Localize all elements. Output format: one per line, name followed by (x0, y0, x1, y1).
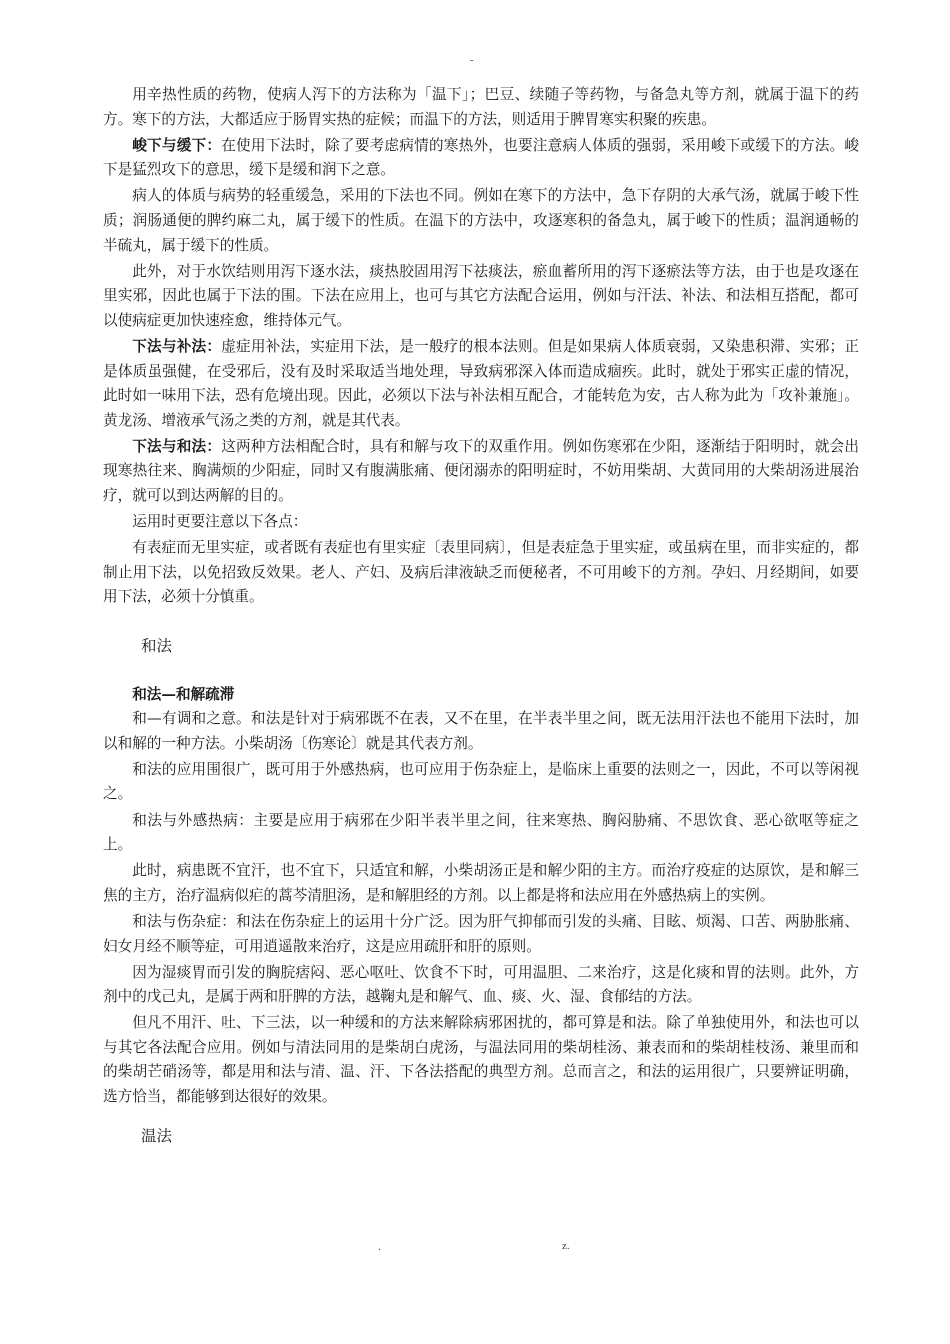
paragraph-lead: 下法与补法： (132, 337, 222, 355)
paragraph-lead: 下法与和法： (132, 437, 222, 455)
header-mark: - (470, 54, 474, 66)
paragraph (103, 335, 859, 433)
section-heading-hefa: 和法 (141, 636, 173, 655)
paragraph: 有表症而无里实症，或者既有表症也有里实症〔表里同病〕，但是表症急于里实症，或虽病在里，而非实症的，都制止用下法，以免招致反效果。老人、产妇、及病后津液缺乏而便秘者，不可用峻下的方剂。孕妇、月经期间，如要用下法，必须十分慎重。 (103, 539, 859, 606)
section-heading-wenfa: 温法 (141, 1126, 173, 1145)
paragraph: 此时，病患既不宜汗，也不宜下，只适宜和解，小柴胡汤正是和解少阳的主方。而治疗疫症的达原饮，是和解三焦的主方，治疗温病似疟的蒿芩清胆汤，是和解胆经的方剂。以上都是将和法应用在外感热病上的实例。 (103, 862, 859, 904)
paragraph: 用辛热性质的药物，使病人泻下的方法称为「温下」；巴豆、续随子等药物，与备急丸等方剂，就属于温下的药方。寒下的方法，大都适应于肠胃实热的症候；而温下的方法，则适用于脾胃寒实积聚的疾患。 (103, 86, 859, 128)
footer-mark-right: z. (562, 1240, 570, 1252)
paragraph: 因为湿痰胃而引发的胸脘痞闷、恶心呕吐、饮食不下时，可用温胆、二来治疗，这是化痰和胃的法则。此外，方剂中的戊己丸，是属于两和肝脾的方法，越鞠丸是和解气、血、痰、火、湿、食郁结的方法。 (103, 963, 859, 1006)
paragraph: 病人的体质与病势的轻重缓急，采用的下法也不同。例如在寒下的方法中，急下存阴的大承气汤，就属于峻下性质；润肠通便的脾约麻二丸，属于缓下的性质。在温下的方法中，攻逐寒积的备急丸，属于峻下的性质；温润通畅的半硫丸，属于缓下的性质。 (103, 187, 859, 254)
paragraph-lead: 峻下与缓下： (132, 136, 222, 154)
paragraph (103, 134, 859, 183)
paragraph-text: 虚症用补法，实症用下法，是一般疗的根本法则。但是如果病人体质衰弱，又染患积滞、实邪；正是体质虽强健，在受邪后，没有及时采取适当地处理，导致病邪深入体而造成痼疾。此时，就处于邪实正虚的情况，此时如一味用下法，恐有危境出现。因此，必须以下法与补法相互配合，才能转危为安，古人称为此为「攻补兼施」。黄龙汤、增液承气汤之类的方剂，就是其代表。 (103, 337, 859, 429)
paragraph-text: 在使用下法时，除了要考虑病情的寒热外，也要注意病人体质的强弱，采用峻下或缓下的方法。峻下是猛烈攻下的意思，缓下是缓和润下之意。 (103, 136, 859, 179)
footer-mark-left: . (378, 1241, 381, 1253)
paragraph: 和法与外感热病：主要是应用于病邪在少阳半表半里之间，往来寒热、胸闷胁痛、不思饮食、恶心欲呕等症之上。 (103, 811, 859, 854)
paragraph: 和—有调和之意。和法是针对于病邪既不在表，又不在里，在半表半里之间，既无法用汗法也不能用下法时，加以和解的一种方法。小柴胡汤〔伤寒论〕就是其代表方剂。 (103, 710, 859, 752)
paragraph: 但凡不用汗、吐、下三法，以一种缓和的方法来解除病邪困扰的，都可算是和法。除了单独使用外，和法也可以与其它各法配合应用。例如与清法同用的是柴胡白虎汤，与温法同用的柴胡桂汤、兼表而和的柴胡桂枝汤、兼里而和的柴胡芒硝汤等，都是用和法与清、温、汗、下各法搭配的典型方剂。总而言之，和法的运用很广，只要辨证明确，选方恰当，都能够到达很好的效果。 (103, 1014, 859, 1106)
document-body (103, 83, 859, 1148)
paragraph (103, 435, 859, 509)
paragraph: 运用时更要注意以下各点： (132, 513, 308, 531)
paragraph: 和法与伤杂症：和法在伤杂症上的运用十分广泛。因为肝气抑郁而引发的头痛、目眩、烦渴、口苦、两胁胀痛、妇女月经不顺等症，可用逍遥散来治疗，这是应用疏肝和肝的原则。 (103, 912, 859, 955)
paragraph: 和法的应用围很广，既可用于外感热病，也可应用于伤杂症上，是临床上重要的法则之一，因此，不可以等闲视之。 (103, 760, 859, 803)
paragraph: 此外，对于水饮结则用泻下逐水法，痰热胶固用泻下祛痰法，瘀血蓄所用的泻下逐瘀法等方法，由于也是攻逐在里实邪，因此也属于下法的围。下法在应用上，也可与其它方法配合运用，例如与汗法、补法、和法相互搭配，都可以使病症更加快速痊愈，维持体元气。 (103, 262, 859, 329)
paragraph-text: 这两种方法相配合时，具有和解与攻下的双重作用。例如伤寒邪在少阳，逐渐结于阳明时，就会出现寒热往来、胸满烦的少阳症，同时又有腹满胀痛、便闭溺赤的阳明症时，不妨用柴胡、大黄同用的大柴胡汤进展治疗，就可以到达两解的目的。 (103, 437, 859, 504)
subsection-heading: 和法—和解疏滞 (132, 685, 235, 703)
